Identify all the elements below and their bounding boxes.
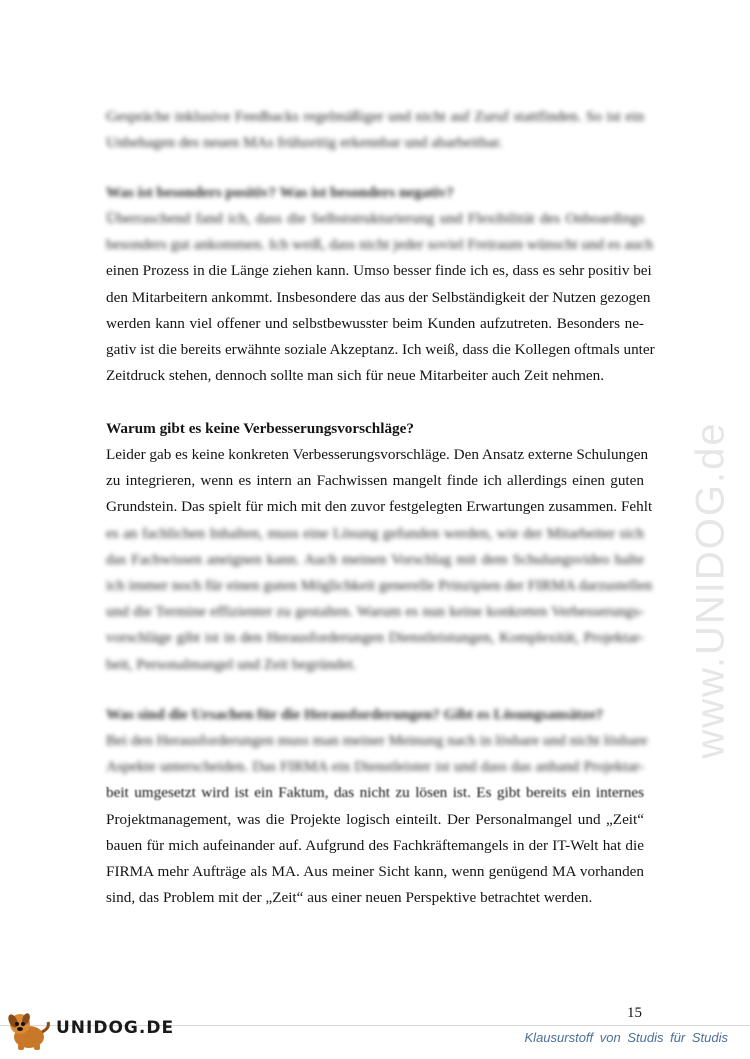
- text-line: Bei den Herausforderungen muss man meiner Meinung nach in lösbare und nicht lösbare: [106, 732, 648, 749]
- text-line: Grundstein. Das spielt für mich mit den zuvor festgelegten Erwartungen zusammen. Fehlt: [106, 498, 653, 516]
- page-number: 15: [627, 1005, 642, 1021]
- text-line: werden kann viel offener und selbstbewusster beim Kunden aufzutreten. Besonders ne-: [106, 314, 644, 332]
- section-positive-negative: [106, 180, 655, 389]
- text-line: beit, Personalmangel und Zeit begründet.: [106, 655, 357, 673]
- intro-paragraph: [106, 104, 644, 156]
- text-line: sind, das Problem mit der „Zeit“ aus einer neuen Perspektive betrachtet werden.: [106, 889, 593, 907]
- section-improvements: [106, 416, 653, 678]
- text-line: Projektmanagement, was die Projekte logisch einteilt. Der Personalmangel und „Zeit“: [106, 810, 644, 828]
- text-line: und die Termine effizienter zu gestalten. Warum es nun keine konkreten Verbesserungs-: [106, 603, 644, 621]
- text-line: zu integrieren, wenn es intern an Fachwissen mangelt finde ich allerdings einen guten: [106, 472, 644, 490]
- text-line: einen Prozess in die Länge ziehen kann. Umso besser finde ich es, dass es sehr positiv bei: [106, 262, 652, 280]
- footer-tagline: Klausurstoff von Studis für Studis: [524, 1030, 728, 1045]
- text-line: Unbehagen des neuen MAs frühzeitig erkennbar und abarbeitbar.: [106, 134, 503, 152]
- text-line: Zeitdruck stehen, dennoch sollte man sich für neue Mitarbeiter auch Zeit nehmen.: [106, 367, 605, 385]
- text-line: das Fachwissen aneignen kann. Auch meinen Vorschlag mit dem Schulungsvideo halte: [106, 550, 644, 568]
- text-line: FIRMA mehr Aufträge als MA. Aus meiner Sicht kann, wenn genügend MA vorhanden: [106, 863, 644, 881]
- text-line: den Mitarbeitern ankommt. Insbesondere das aus der Selbständigkeit der Nutzen gezogen: [106, 288, 651, 306]
- dog-mascot-icon: [4, 1010, 54, 1052]
- section-causes: [106, 702, 648, 911]
- section-heading: Warum gibt es keine Verbesserungsvorschläge?: [106, 420, 414, 437]
- text-line: gativ ist die bereits erwähnte soziale Akzeptanz. Ich weiß, dass die Kollegen oftmals unter: [106, 341, 655, 359]
- unidog-logo[interactable]: [4, 1010, 175, 1052]
- text-line: Leider gab es keine konkreten Verbesserungsvorschläge. Den Ansatz externe Schulungen: [106, 446, 649, 463]
- text-line: bauen für mich aufeinander auf. Aufgrund des Fachkräftemangels in der IT-Welt hat die: [106, 836, 644, 854]
- text-line: beit umgesetzt wird ist ein Faktum, das nicht zu lösen ist. Es gibt bereits ein internes: [106, 784, 644, 802]
- text-line: vorschläge gibt ist in den Herausforderungen Dienstleistungen, Komplexität, Projektar-: [106, 629, 644, 647]
- text-line: besonders gut ankommen. Ich weiß, dass nicht jeder soviel Freiraum wünscht und es auch: [106, 236, 654, 254]
- text-line: ich immer noch für einen guten Möglichkeit generelle Prinzipien der FIRMA darzustellen: [106, 577, 653, 595]
- text-line: Aspekte unterscheiden. Das FIRMA ein Dienstleister ist und dass das anhand Projektar-: [106, 758, 644, 776]
- text-line: Gespräche inklusive Feedbacks regelmäßiger und nicht auf Zuruf stattfinden. So ist ein: [106, 108, 644, 125]
- watermark-text: www.UNIDOG.de: [688, 421, 733, 759]
- section-heading: Was sind die Ursachen für die Herausforderungen? Gibt es Lösungsansätze?: [106, 706, 604, 723]
- text-line: es an fachlichen Inhalten, muss eine Lösung gefunden werden, wie der Mitarbeiter sich: [106, 524, 644, 542]
- section-heading: Was ist besonders positiv? Was ist besonders negativ?: [106, 184, 454, 201]
- text-line: Überraschend fand ich, dass die Selbststrukturierung und Flexibilität des Onboardings: [106, 210, 644, 227]
- logo-text: UNIDOG.DE: [56, 1018, 175, 1038]
